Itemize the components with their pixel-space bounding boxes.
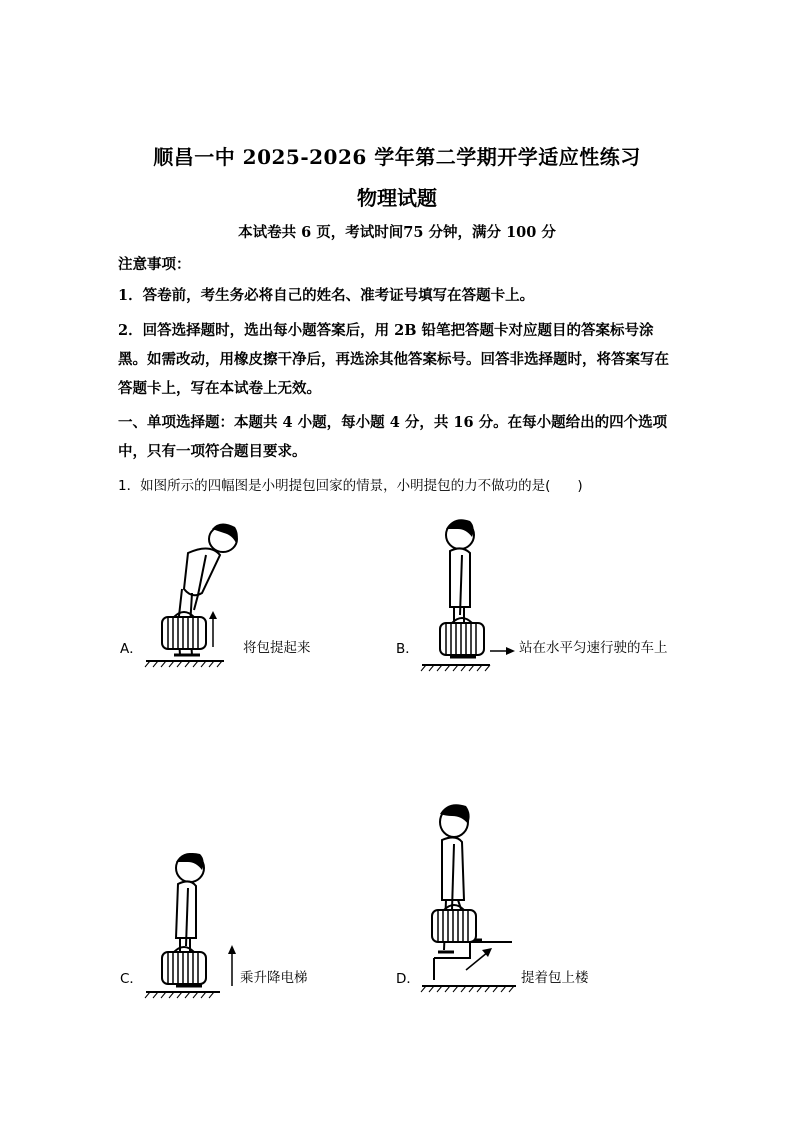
exam-info: 本试卷共 6 页，考试时间75 分钟，满分 100 分 [238, 224, 556, 241]
note-item-1: 1．答卷前，考生务必将自己的姓名、准考证号填写在答题卡上。 [118, 287, 535, 304]
option-c-label: C． [120, 971, 143, 987]
subject-title: 物理试题 [357, 186, 437, 210]
option-b-caption: 站在水平匀速行驶的车上 [519, 640, 668, 656]
exam-title: 顺昌一中 2025-2026 学年第二学期开学适应性练习 [153, 145, 641, 169]
option-a-label: A． [120, 641, 143, 657]
section-heading: 一、单项选择题：本题共 4 小题，每小题 4 分，共 16 分。在每小题给出的四个选项中，只有一项符合题目要求。 [118, 414, 668, 460]
notes-heading: 注意事项： [118, 256, 191, 273]
question-1-stem: 1．如图所示的四幅图是小明提包回家的情景，小明提包的力不做功的是( ) [118, 478, 583, 494]
option-c-figure [140, 850, 250, 1005]
option-d-caption: 提着包上楼 [521, 970, 589, 986]
option-b-figure [420, 515, 520, 675]
option-d-figure [420, 800, 530, 1000]
option-a-figure [140, 515, 260, 675]
note-item-2: 2．回答选择题时，选出每小题答案后，用 2B 铅笔把答题卡对应题目的答案标号涂黑。如需改动，用橡皮擦干净后，再选涂其他答案标号。回答非选择题时，将答案写在答题卡上，写在本试卷上无效。 [118, 322, 669, 397]
option-d-label: D． [396, 971, 420, 987]
option-c-caption: 乘升降电梯 [240, 970, 308, 986]
option-a-caption: 将包提起来 [243, 640, 311, 656]
option-b-label: B． [396, 641, 419, 657]
